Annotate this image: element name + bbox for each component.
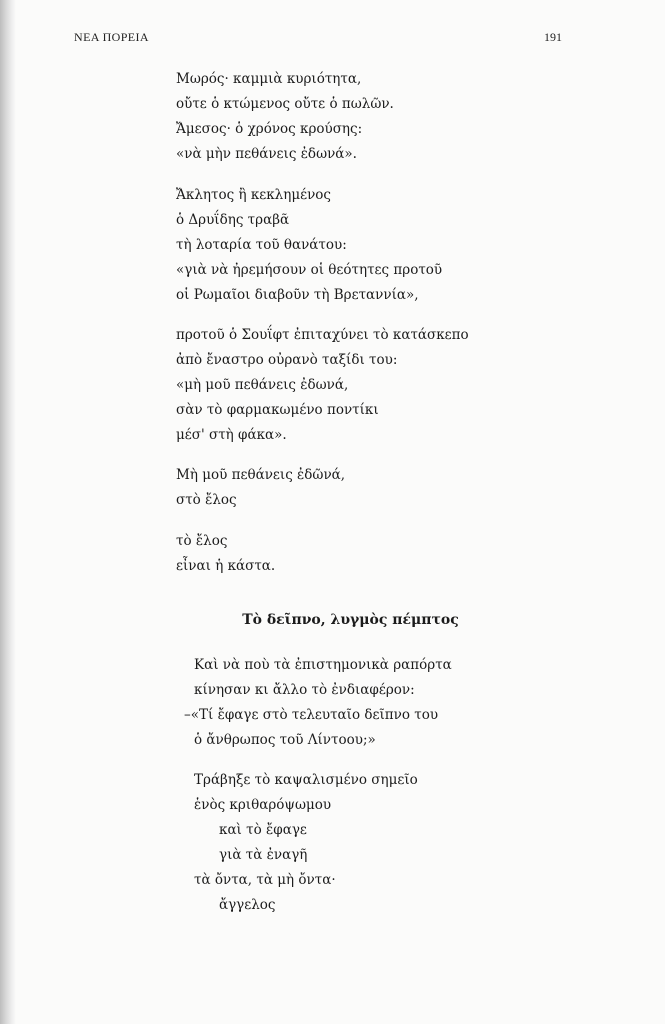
poem-line: «νὰ μὴν πεθάνεις ἐδωνά». xyxy=(176,146,357,162)
poem-line: καὶ τὸ ἔφαγε xyxy=(219,822,307,838)
page-gutter-shadow xyxy=(0,0,16,1024)
poem-line: τὰ ὄντα, τὰ μὴ ὄντα· xyxy=(194,872,336,888)
poem-line: «γιὰ νὰ ἠρεμήσουν οἱ θεότητες προτοῦ xyxy=(176,262,443,278)
poem-line: ὁ Δρυΐδης τραβᾶ xyxy=(176,212,290,228)
poem-line: γιὰ τὰ ἐναγῆ xyxy=(219,847,308,863)
poem-line: οὔτε ὁ κτώμενος οὔτε ὁ πωλῶν. xyxy=(176,96,394,112)
poem-line: ἀπὸ ἔναστρο οὐρανὸ ταξίδι του: xyxy=(176,352,398,368)
poem-line: τὸ ἔλος xyxy=(176,533,228,549)
poem-line: τὴ λοταρία τοῦ θανάτου: xyxy=(176,237,347,253)
poem-line: «μὴ μοῦ πεθάνεις ἐδωνά, xyxy=(176,377,349,393)
poem-line: Μὴ μοῦ πεθάνεις ἐδῶνά, xyxy=(176,467,346,483)
poem-title-text: Τὸ δεῖπνο, λυγμὸς πέμπτος xyxy=(242,612,459,628)
poem-line: ἑνὸς κριθαρόψωμου xyxy=(194,797,332,813)
poem-line: ἄγγελος xyxy=(219,897,276,913)
poem-line: οἱ Ρωμαῖοι διαβοῦν τὴ Βρεταννία», xyxy=(176,287,419,303)
poem-line: Μωρός· καμμιὰ κυριότητα, xyxy=(176,71,362,87)
poem-line: –«Τί ἔφαγε στὸ τελευταῖο δεῖπνο του xyxy=(184,707,439,723)
page-number: 191 xyxy=(544,30,562,44)
poem-line: κίνησαν κι ἄλλο τὸ ἐνδιαφέρον: xyxy=(194,682,415,698)
poem-title xyxy=(0,612,665,628)
poem-line: προτοῦ ὁ Σουΐφτ ἐπιταχύνει τὸ κατάσκεπο xyxy=(176,327,469,343)
poem-line: μέσ' στὴ φάκα». xyxy=(176,427,287,443)
poem-line: Τράβηξε τὸ καψαλισμένο σημεῖο xyxy=(194,772,418,788)
poem-line: ὁ ἄνθρωπος τοῦ Λίντοου;» xyxy=(194,732,376,748)
poem-line: Ἄκλητος ἢ κεκλημένος xyxy=(176,187,331,203)
poem-line: σὰν τὸ φαρμακωμένο ποντίκι xyxy=(176,402,379,418)
poem-line: εἶναι ἡ κάστα. xyxy=(176,558,276,574)
poem-line: Ἄμεσος· ὁ χρόνος κρούσης: xyxy=(176,121,363,137)
poem-line: στὸ ἔλος xyxy=(176,492,237,508)
running-head: ΝΕΑ ΠΟΡΕΙΑ xyxy=(74,30,149,44)
poem-line: Καὶ νὰ ποὺ τὰ ἐπιστημονικὰ ραπόρτα xyxy=(194,657,452,673)
